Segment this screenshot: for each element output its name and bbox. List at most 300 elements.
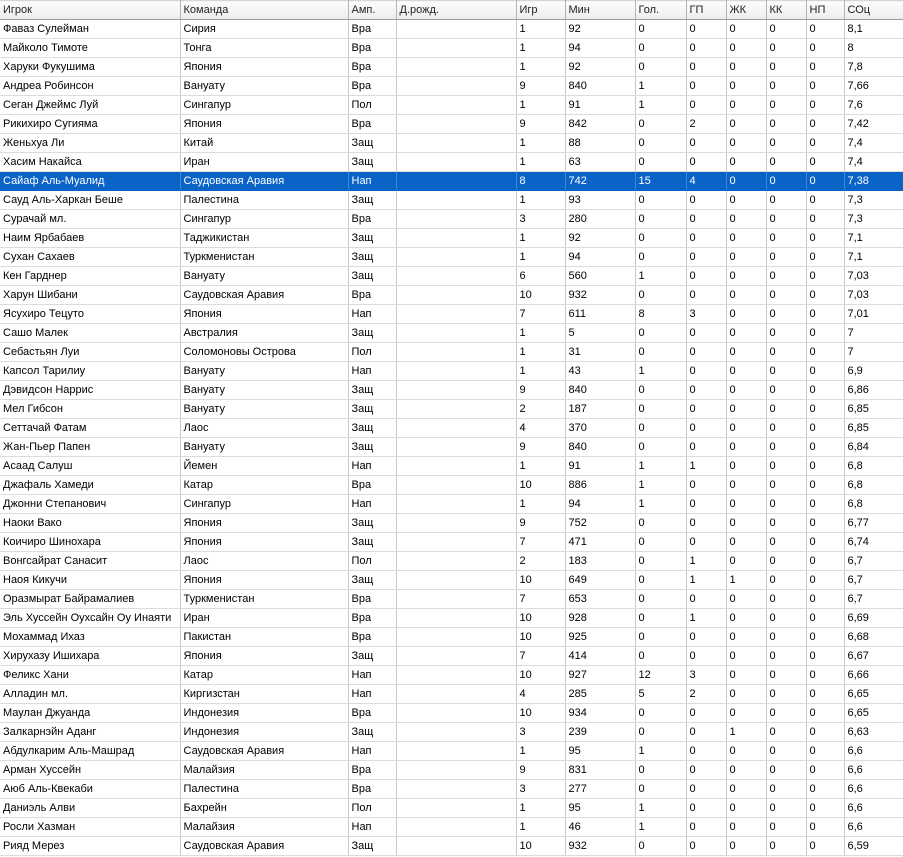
cell-team: Бахрейн — [180, 799, 348, 818]
cell-np: 0 — [806, 286, 844, 305]
cell-goals: 0 — [635, 704, 686, 723]
cell-yellow-cards: 0 — [726, 400, 766, 419]
cell-position: Пол — [348, 343, 396, 362]
cell-position: Пол — [348, 552, 396, 571]
cell-goals: 0 — [635, 780, 686, 799]
cell-team: Иран — [180, 153, 348, 172]
cell-player: Сурачай мл. — [0, 210, 180, 229]
cell-np: 0 — [806, 400, 844, 419]
table-row[interactable] — [0, 457, 903, 476]
cell-goals: 0 — [635, 134, 686, 153]
cell-yellow-cards: 0 — [726, 324, 766, 343]
column-header-goals[interactable]: Гол. — [635, 1, 686, 20]
cell-goals: 15 — [635, 172, 686, 191]
cell-avg-rating: 6,85 — [844, 400, 903, 419]
column-header-team[interactable]: Команда — [180, 1, 348, 20]
cell-assists: 3 — [686, 305, 726, 324]
table-row[interactable] — [0, 704, 903, 723]
cell-yellow-cards: 0 — [726, 533, 766, 552]
cell-avg-rating: 7,4 — [844, 134, 903, 153]
cell-team: Китай — [180, 134, 348, 153]
cell-minutes: 93 — [565, 191, 635, 210]
table-row[interactable] — [0, 229, 903, 248]
cell-position: Вра — [348, 77, 396, 96]
table-row[interactable] — [0, 20, 903, 39]
table-row[interactable] — [0, 495, 903, 514]
cell-games: 3 — [516, 780, 565, 799]
table-row[interactable] — [0, 647, 903, 666]
table-row[interactable] — [0, 134, 903, 153]
cell-np: 0 — [806, 704, 844, 723]
cell-np: 0 — [806, 39, 844, 58]
cell-goals: 1 — [635, 267, 686, 286]
cell-team: Япония — [180, 115, 348, 134]
cell-assists: 1 — [686, 457, 726, 476]
cell-team: Япония — [180, 305, 348, 324]
cell-games: 1 — [516, 362, 565, 381]
cell-position: Вра — [348, 476, 396, 495]
table-row[interactable] — [0, 77, 903, 96]
cell-red-cards: 0 — [766, 476, 806, 495]
cell-player: Джонни Степанович — [0, 495, 180, 514]
cell-position: Защ — [348, 191, 396, 210]
cell-goals: 0 — [635, 628, 686, 647]
table-row[interactable] — [0, 590, 903, 609]
cell-goals: 0 — [635, 381, 686, 400]
cell-position: Нап — [348, 666, 396, 685]
table-row[interactable] — [0, 267, 903, 286]
cell-team: Катар — [180, 476, 348, 495]
cell-yellow-cards: 1 — [726, 571, 766, 590]
cell-games: 9 — [516, 77, 565, 96]
cell-birth-date — [396, 248, 516, 267]
cell-yellow-cards: 0 — [726, 305, 766, 324]
cell-games: 1 — [516, 191, 565, 210]
cell-assists: 0 — [686, 153, 726, 172]
cell-birth-date — [396, 628, 516, 647]
cell-position: Вра — [348, 704, 396, 723]
cell-assists: 0 — [686, 400, 726, 419]
cell-team: Катар — [180, 666, 348, 685]
cell-position: Пол — [348, 96, 396, 115]
cell-birth-date — [396, 77, 516, 96]
cell-player: Абдулкарим Аль-Машрад — [0, 742, 180, 761]
cell-red-cards: 0 — [766, 685, 806, 704]
cell-games: 1 — [516, 818, 565, 837]
cell-red-cards: 0 — [766, 514, 806, 533]
cell-team: Вануату — [180, 267, 348, 286]
cell-assists: 0 — [686, 248, 726, 267]
cell-yellow-cards: 0 — [726, 172, 766, 191]
cell-red-cards: 0 — [766, 58, 806, 77]
cell-birth-date — [396, 153, 516, 172]
cell-birth-date — [396, 362, 516, 381]
cell-minutes: 94 — [565, 495, 635, 514]
cell-team: Япония — [180, 514, 348, 533]
cell-avg-rating: 8,1 — [844, 20, 903, 39]
cell-np: 0 — [806, 685, 844, 704]
cell-assists: 0 — [686, 438, 726, 457]
cell-goals: 1 — [635, 476, 686, 495]
cell-team: Лаос — [180, 419, 348, 438]
cell-red-cards: 0 — [766, 20, 806, 39]
cell-games: 10 — [516, 571, 565, 590]
cell-np: 0 — [806, 248, 844, 267]
cell-minutes: 934 — [565, 704, 635, 723]
cell-team: Индонезия — [180, 704, 348, 723]
cell-birth-date — [396, 818, 516, 837]
cell-goals: 0 — [635, 229, 686, 248]
table-row[interactable] — [0, 609, 903, 628]
cell-birth-date — [396, 343, 516, 362]
cell-birth-date — [396, 533, 516, 552]
table-row[interactable] — [0, 761, 903, 780]
cell-avg-rating: 7,01 — [844, 305, 903, 324]
cell-avg-rating: 6,65 — [844, 685, 903, 704]
cell-avg-rating: 6,59 — [844, 837, 903, 856]
column-header-yellow-cards[interactable]: ЖК — [726, 1, 766, 20]
cell-team: Япония — [180, 647, 348, 666]
cell-player: Жан-Пьер Папен — [0, 438, 180, 457]
cell-red-cards: 0 — [766, 172, 806, 191]
table-row[interactable] — [0, 305, 903, 324]
cell-np: 0 — [806, 96, 844, 115]
column-header-position[interactable]: Амп. — [348, 1, 396, 20]
cell-player: Маулан Джуанда — [0, 704, 180, 723]
cell-np: 0 — [806, 590, 844, 609]
cell-red-cards: 0 — [766, 229, 806, 248]
cell-player: Сайаф Аль-Муалид — [0, 172, 180, 191]
cell-player: Вонгсайрат Санасит — [0, 552, 180, 571]
cell-yellow-cards: 0 — [726, 77, 766, 96]
cell-assists: 0 — [686, 267, 726, 286]
cell-avg-rating: 6,6 — [844, 780, 903, 799]
table-row[interactable] — [0, 96, 903, 115]
cell-position: Нап — [348, 172, 396, 191]
table-row[interactable] — [0, 438, 903, 457]
cell-player: Хасим Накайса — [0, 153, 180, 172]
table-row[interactable] — [0, 818, 903, 837]
cell-red-cards: 0 — [766, 400, 806, 419]
table-row[interactable] — [0, 533, 903, 552]
cell-birth-date — [396, 685, 516, 704]
cell-minutes: 653 — [565, 590, 635, 609]
cell-np: 0 — [806, 495, 844, 514]
cell-goals: 0 — [635, 153, 686, 172]
cell-position: Нап — [348, 818, 396, 837]
cell-yellow-cards: 0 — [726, 362, 766, 381]
cell-position: Защ — [348, 153, 396, 172]
cell-birth-date — [396, 419, 516, 438]
table-row[interactable] — [0, 419, 903, 438]
cell-red-cards: 0 — [766, 153, 806, 172]
cell-games: 2 — [516, 400, 565, 419]
cell-position: Вра — [348, 39, 396, 58]
cell-player: Ясухиро Тецуто — [0, 305, 180, 324]
cell-assists: 0 — [686, 210, 726, 229]
cell-goals: 0 — [635, 590, 686, 609]
column-header-avg-rating[interactable]: СОц — [844, 1, 903, 20]
cell-assists: 1 — [686, 609, 726, 628]
column-header-games[interactable]: Игр — [516, 1, 565, 20]
cell-avg-rating: 6,84 — [844, 438, 903, 457]
cell-avg-rating: 7,1 — [844, 229, 903, 248]
table-row[interactable] — [0, 362, 903, 381]
cell-birth-date — [396, 666, 516, 685]
table-row[interactable] — [0, 58, 903, 77]
cell-minutes: 471 — [565, 533, 635, 552]
cell-player: Феликс Хани — [0, 666, 180, 685]
cell-games: 1 — [516, 39, 565, 58]
table-row[interactable] — [0, 514, 903, 533]
cell-avg-rating: 6,8 — [844, 495, 903, 514]
cell-avg-rating: 7,1 — [844, 248, 903, 267]
cell-avg-rating: 7,38 — [844, 172, 903, 191]
cell-birth-date — [396, 552, 516, 571]
cell-position: Защ — [348, 248, 396, 267]
table-row[interactable] — [0, 780, 903, 799]
cell-games: 3 — [516, 210, 565, 229]
cell-red-cards: 0 — [766, 799, 806, 818]
cell-games: 4 — [516, 685, 565, 704]
cell-position: Защ — [348, 267, 396, 286]
table-row[interactable] — [0, 723, 903, 742]
cell-position: Вра — [348, 58, 396, 77]
cell-birth-date — [396, 438, 516, 457]
cell-assists: 0 — [686, 495, 726, 514]
cell-assists: 0 — [686, 39, 726, 58]
cell-games: 1 — [516, 742, 565, 761]
cell-avg-rating: 6,65 — [844, 704, 903, 723]
cell-np: 0 — [806, 837, 844, 856]
cell-player: Коичиро Шинохара — [0, 533, 180, 552]
cell-player: Харуки Фукушима — [0, 58, 180, 77]
cell-games: 10 — [516, 609, 565, 628]
cell-np: 0 — [806, 191, 844, 210]
cell-games: 1 — [516, 324, 565, 343]
cell-minutes: 88 — [565, 134, 635, 153]
cell-yellow-cards: 0 — [726, 685, 766, 704]
cell-position: Защ — [348, 647, 396, 666]
cell-minutes: 370 — [565, 419, 635, 438]
cell-player: Оразмырат Байрамалиев — [0, 590, 180, 609]
table-row[interactable] — [0, 343, 903, 362]
cell-assists: 0 — [686, 514, 726, 533]
table-row[interactable] — [0, 628, 903, 647]
cell-minutes: 285 — [565, 685, 635, 704]
cell-team: Лаос — [180, 552, 348, 571]
cell-player: Себастьян Луи — [0, 343, 180, 362]
table-row[interactable] — [0, 666, 903, 685]
cell-np: 0 — [806, 628, 844, 647]
table-row[interactable] — [0, 742, 903, 761]
cell-minutes: 927 — [565, 666, 635, 685]
column-header-player[interactable]: Игрок — [0, 1, 180, 20]
cell-team: Япония — [180, 571, 348, 590]
cell-assists: 2 — [686, 685, 726, 704]
cell-games: 10 — [516, 286, 565, 305]
cell-red-cards: 0 — [766, 305, 806, 324]
cell-red-cards: 0 — [766, 248, 806, 267]
cell-red-cards: 0 — [766, 77, 806, 96]
cell-games: 1 — [516, 343, 565, 362]
cell-assists: 0 — [686, 780, 726, 799]
cell-goals: 0 — [635, 324, 686, 343]
cell-assists: 0 — [686, 533, 726, 552]
cell-yellow-cards: 0 — [726, 153, 766, 172]
cell-avg-rating: 6,77 — [844, 514, 903, 533]
cell-np: 0 — [806, 514, 844, 533]
table-row[interactable] — [0, 571, 903, 590]
cell-birth-date — [396, 723, 516, 742]
table-row[interactable] — [0, 153, 903, 172]
table-row[interactable] — [0, 286, 903, 305]
cell-yellow-cards: 0 — [726, 495, 766, 514]
cell-position: Защ — [348, 134, 396, 153]
cell-birth-date — [396, 742, 516, 761]
cell-birth-date — [396, 780, 516, 799]
cell-assists: 0 — [686, 20, 726, 39]
cell-goals: 0 — [635, 115, 686, 134]
cell-birth-date — [396, 457, 516, 476]
cell-goals: 0 — [635, 343, 686, 362]
cell-minutes: 928 — [565, 609, 635, 628]
cell-position: Защ — [348, 400, 396, 419]
cell-red-cards: 0 — [766, 818, 806, 837]
table-row[interactable] — [0, 172, 903, 191]
column-header-np[interactable]: НП — [806, 1, 844, 20]
cell-goals: 12 — [635, 666, 686, 685]
cell-position: Нап — [348, 685, 396, 704]
cell-yellow-cards: 0 — [726, 457, 766, 476]
cell-np: 0 — [806, 305, 844, 324]
cell-team: Вануату — [180, 381, 348, 400]
cell-avg-rating: 6,67 — [844, 647, 903, 666]
cell-assists: 0 — [686, 77, 726, 96]
cell-assists: 0 — [686, 134, 726, 153]
table-row[interactable] — [0, 210, 903, 229]
cell-position: Нап — [348, 362, 396, 381]
cell-assists: 0 — [686, 191, 726, 210]
cell-goals: 0 — [635, 533, 686, 552]
cell-red-cards: 0 — [766, 134, 806, 153]
cell-red-cards: 0 — [766, 381, 806, 400]
cell-goals: 0 — [635, 400, 686, 419]
cell-yellow-cards: 0 — [726, 438, 766, 457]
cell-np: 0 — [806, 761, 844, 780]
table-row[interactable] — [0, 400, 903, 419]
cell-np: 0 — [806, 457, 844, 476]
cell-player: Асаад Салуш — [0, 457, 180, 476]
cell-player: Хирухазу Ишихара — [0, 647, 180, 666]
cell-player: Даниэль Алви — [0, 799, 180, 818]
cell-birth-date — [396, 514, 516, 533]
cell-avg-rating: 7,42 — [844, 115, 903, 134]
table-row[interactable] — [0, 837, 903, 856]
table-row[interactable] — [0, 552, 903, 571]
cell-birth-date — [396, 761, 516, 780]
cell-np: 0 — [806, 20, 844, 39]
cell-yellow-cards: 0 — [726, 58, 766, 77]
column-header-red-cards[interactable]: КК — [766, 1, 806, 20]
cell-avg-rating: 7,66 — [844, 77, 903, 96]
cell-yellow-cards: 0 — [726, 20, 766, 39]
table-row[interactable] — [0, 476, 903, 495]
cell-games: 1 — [516, 799, 565, 818]
cell-position: Вра — [348, 609, 396, 628]
cell-goals: 0 — [635, 39, 686, 58]
cell-games: 10 — [516, 666, 565, 685]
cell-avg-rating: 7,03 — [844, 267, 903, 286]
cell-games: 1 — [516, 96, 565, 115]
cell-red-cards: 0 — [766, 438, 806, 457]
table-row[interactable] — [0, 324, 903, 343]
cell-goals: 0 — [635, 514, 686, 533]
cell-games: 2 — [516, 552, 565, 571]
cell-minutes: 280 — [565, 210, 635, 229]
cell-games: 1 — [516, 58, 565, 77]
cell-minutes: 925 — [565, 628, 635, 647]
cell-birth-date — [396, 305, 516, 324]
cell-minutes: 560 — [565, 267, 635, 286]
cell-goals: 5 — [635, 685, 686, 704]
cell-np: 0 — [806, 723, 844, 742]
cell-yellow-cards: 0 — [726, 704, 766, 723]
cell-goals: 1 — [635, 818, 686, 837]
cell-assists: 0 — [686, 761, 726, 780]
cell-avg-rating: 6,6 — [844, 761, 903, 780]
table-row[interactable] — [0, 799, 903, 818]
cell-birth-date — [396, 286, 516, 305]
cell-goals: 0 — [635, 286, 686, 305]
cell-position: Защ — [348, 533, 396, 552]
cell-position: Вра — [348, 761, 396, 780]
table-row[interactable] — [0, 191, 903, 210]
cell-games: 9 — [516, 761, 565, 780]
column-header-assists[interactable]: ГП — [686, 1, 726, 20]
cell-position: Защ — [348, 229, 396, 248]
cell-player: Залкарнэйн Аданг — [0, 723, 180, 742]
column-header-minutes[interactable]: Мин — [565, 1, 635, 20]
cell-player: Сухан Сахаев — [0, 248, 180, 267]
cell-avg-rating: 6,7 — [844, 552, 903, 571]
cell-position: Вра — [348, 115, 396, 134]
cell-player: Сашо Малек — [0, 324, 180, 343]
table-row[interactable] — [0, 381, 903, 400]
cell-avg-rating: 6,74 — [844, 533, 903, 552]
table-row[interactable] — [0, 115, 903, 134]
cell-player: Женьхуа Ли — [0, 134, 180, 153]
cell-np: 0 — [806, 210, 844, 229]
cell-minutes: 31 — [565, 343, 635, 362]
table-row[interactable] — [0, 685, 903, 704]
cell-red-cards: 0 — [766, 267, 806, 286]
column-header-birth-date[interactable]: Д.рожд. — [396, 1, 516, 20]
cell-assists: 2 — [686, 115, 726, 134]
cell-birth-date — [396, 609, 516, 628]
cell-games: 10 — [516, 476, 565, 495]
cell-games: 1 — [516, 457, 565, 476]
cell-np: 0 — [806, 799, 844, 818]
cell-games: 7 — [516, 305, 565, 324]
table-row[interactable] — [0, 248, 903, 267]
cell-assists: 1 — [686, 571, 726, 590]
cell-avg-rating: 6,63 — [844, 723, 903, 742]
cell-assists: 0 — [686, 286, 726, 305]
table-row[interactable] — [0, 39, 903, 58]
cell-assists: 0 — [686, 476, 726, 495]
cell-yellow-cards: 0 — [726, 666, 766, 685]
